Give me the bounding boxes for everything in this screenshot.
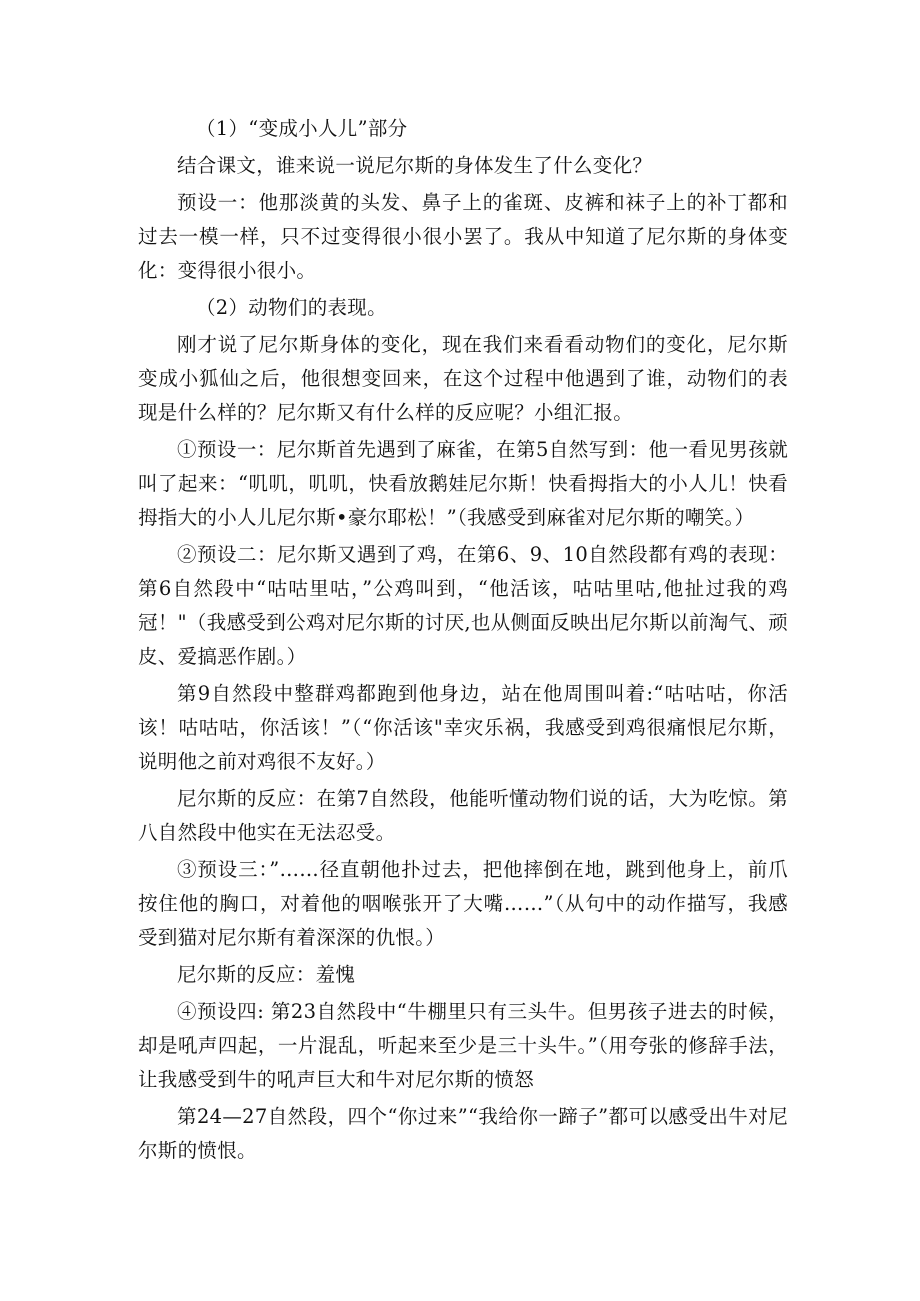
cow-anger-paragraph: 第24—27自然段，四个“你过来”“我给你一蹄子”都可以感受出牛对尼尔斯的愤恨。 — [138, 1105, 788, 1162]
chicken-flock-paragraph: 第9自然段中整群鸡都跑到他身边，站在他周围叫着:“咕咕咕，你活该！咕咕咕，你活该！”（“你活该"幸灾乐祸，我感受到鸡很痛恨尼尔斯，说明他之前对鸡很不友好。） — [138, 682, 788, 773]
chicken-paragraph: ②预设二：尼尔斯又遇到了鸡，在第6、9、10自然段都有鸡的表现：第6自然段中“咕咕里咕，”公鸡叫到，“他活该，咕咕里咕,他扯过我的鸡冠！"（我感受到公鸡对尼尔斯的讨厌,也从侧面反映出尼尔斯以前淘气、顽皮、爱搞恶作剧。） — [138, 543, 788, 668]
section-heading-2: （2）动物们的表现。 — [196, 296, 387, 319]
cow-paragraph: ④预设四: 第23自然段中“牛棚里只有三头牛。但男孩子进去的时候，却是吼声四起，一片混乱，听起来至少是三十头牛。”（用夸张的修辞手法，让我感受到牛的吼声巨大和牛对尼尔斯的愤怒 — [138, 1000, 788, 1091]
preset-one-paragraph: 预设一：他那淡黄的头发、鼻子上的雀斑、皮裤和袜子上的补丁都和过去一模一样，只不过变得很小很小罢了。我从中知道了尼尔斯的身体变化：变得很小很小。 — [138, 191, 788, 282]
section-heading-1: （1）“变成小人儿”部分 — [196, 117, 408, 140]
sparrow-paragraph: ①预设一：尼尔斯首先遇到了麻雀，在第5自然写到：他一看见男孩就叫了起来：“叽叽，叽叽，快看放鹅娃尼尔斯！快看拇指大的小人儿！快看拇指大的小人儿尼尔斯•豪尔耶松！”（我感受到麻雀对尼尔斯的嘲笑。） — [138, 438, 788, 529]
nils-reaction-paragraph-1: 尼尔斯的反应：在第7自然段，他能听懂动物们说的话，大为吃惊。第八自然段中他实在无法忍受。 — [138, 787, 788, 844]
question-paragraph: 结合课文，谁来说一说尼尔斯的身体发生了什么变化？ — [177, 154, 653, 177]
intro-paragraph: 刚才说了尼尔斯身体的变化，现在我们来看看动物们的变化，尼尔斯变成小狐仙之后，他很想变回来，在这个过程中他遇到了谁，动物们的表现是什么样的？尼尔斯又有什么样的反应呢？小组汇报。 — [138, 333, 788, 424]
cat-paragraph: ③预设三：”……径直朝他扑过去，把他摔倒在地，跳到他身上，前爪按住他的胸口，对着他的咽喉张开了大嘴……”（从句中的动作描写，我感受到猫对尼尔斯有着深深的仇恨。） — [138, 858, 788, 949]
document-page — [138, 112, 788, 1168]
nils-reaction-paragraph-2: 尼尔斯的反应：羞愧 — [177, 963, 356, 986]
